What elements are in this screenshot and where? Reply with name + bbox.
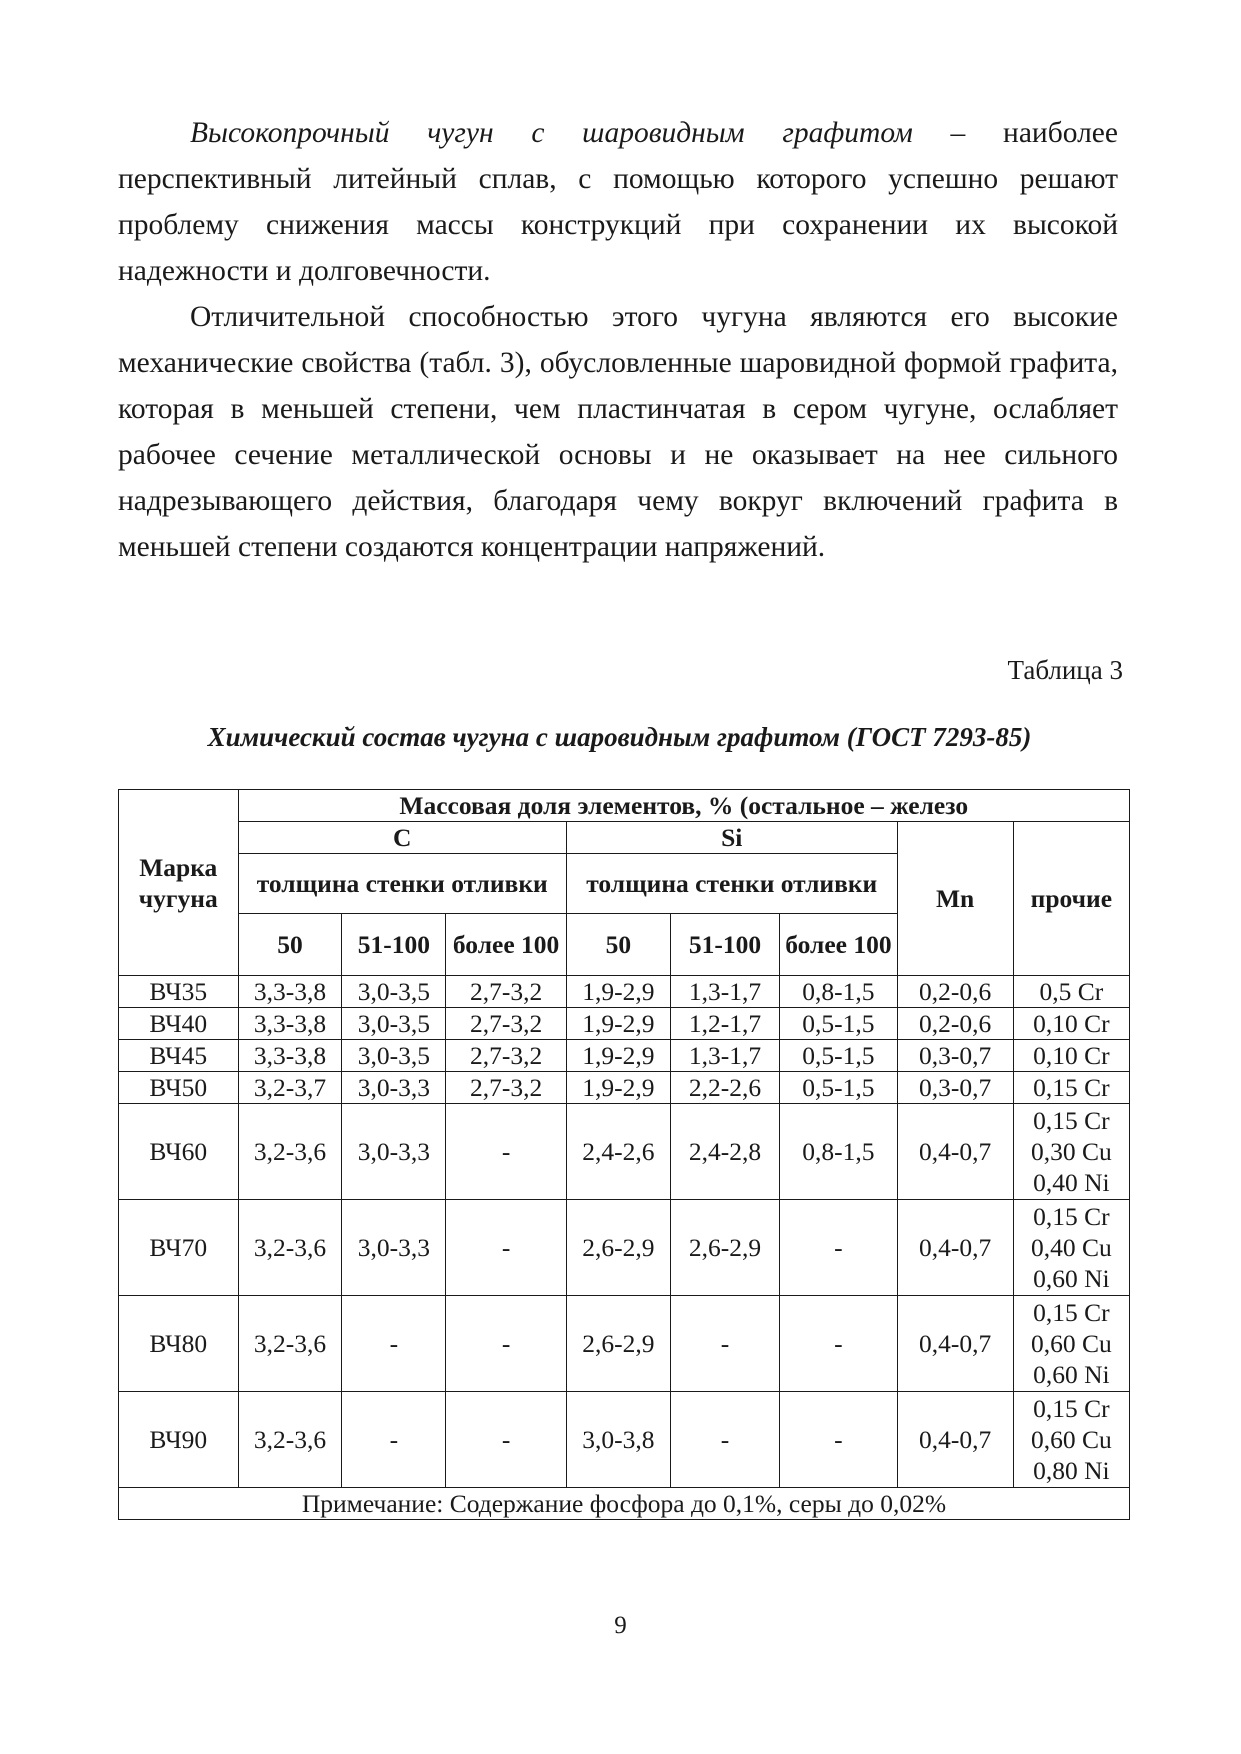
cell-mn: 0,4-0,7	[897, 1104, 1013, 1200]
header-si-50: 50	[566, 914, 670, 976]
cell-si-50: 2,6-2,9	[566, 1296, 670, 1392]
cell-si-51-100: 1,2-1,7	[670, 1008, 779, 1040]
header-c-51-100: 51-100	[342, 914, 446, 976]
cell-other	[1013, 1392, 1129, 1488]
cell-si-51-100: 2,6-2,9	[670, 1200, 779, 1296]
other-line: 0,40 Ni	[1033, 1168, 1110, 1197]
composition-table	[118, 789, 1130, 1520]
table-row	[119, 1008, 1130, 1040]
cell-c-51-100: 3,0-3,5	[342, 1040, 446, 1072]
table-row	[119, 1072, 1130, 1104]
header-si: Si	[566, 822, 897, 854]
header-c-over-100: более 100	[446, 914, 567, 976]
other-line: 0,80 Ni	[1033, 1456, 1110, 1485]
cell-si-50: 1,9-2,9	[566, 976, 670, 1008]
cell-si-over-100: 0,8-1,5	[780, 1104, 897, 1200]
cell-c-51-100: 3,0-3,3	[342, 1072, 446, 1104]
cell-c-50: 3,2-3,6	[238, 1104, 342, 1200]
cell-si-over-100: -	[780, 1200, 897, 1296]
cell-si-over-100: 0,5-1,5	[780, 1072, 897, 1104]
cell-mn: 0,2-0,6	[897, 976, 1013, 1008]
header-si-over-100: более 100	[780, 914, 897, 976]
paragraph-2: Отличительной способностью этого чугуна являются его высокие механические свойства (табл. 3), обусловленные шаровидной формой графита, которая в меньшей степени, чем пластинчатая в сером чугуне, ослабляет рабочее сечение металлической основы и не оказывает на нее сильного надрезывающего действия, благодаря чему вокруг включений графита в меньшей степени создаются концентрации напряжений.	[118, 301, 1118, 563]
table-row	[119, 976, 1130, 1008]
cell-c-over-100: 2,7-3,2	[446, 1072, 567, 1104]
cell-grade: ВЧ70	[119, 1200, 239, 1296]
cell-si-50: 2,6-2,9	[566, 1200, 670, 1296]
cell-grade: ВЧ60	[119, 1104, 239, 1200]
paragraph-1-text: – наиболее перспективный литейный сплав, с помощью которого успешно решают проблему снижения массы конструкций при сохранении их высокой надежности и долговечности.	[118, 117, 1118, 287]
cell-si-50: 3,0-3,8	[566, 1392, 670, 1488]
table-header	[119, 790, 1130, 976]
body-text	[118, 110, 1118, 570]
cell-other: 0,5 Cr	[1013, 976, 1129, 1008]
cell-si-over-100: 0,5-1,5	[780, 1040, 897, 1072]
header-mass-fraction: Массовая доля элементов, % (остальное – железо	[238, 790, 1129, 822]
cell-c-50: 3,3-3,8	[238, 1040, 342, 1072]
cell-si-50: 2,4-2,6	[566, 1104, 670, 1200]
cell-si-51-100: 2,2-2,6	[670, 1072, 779, 1104]
cell-si-50: 1,9-2,9	[566, 1008, 670, 1040]
table-row	[119, 1296, 1130, 1392]
cell-c-over-100: -	[446, 1296, 567, 1392]
cell-c-51-100: -	[342, 1392, 446, 1488]
cell-c-50: 3,2-3,6	[238, 1392, 342, 1488]
table-note: Примечание: Содержание фосфора до 0,1%, серы до 0,02%	[119, 1488, 1130, 1520]
cell-other	[1013, 1296, 1129, 1392]
cell-c-over-100: 2,7-3,2	[446, 1040, 567, 1072]
cell-c-51-100: -	[342, 1296, 446, 1392]
cell-mn: 0,2-0,6	[897, 1008, 1013, 1040]
header-c: C	[238, 822, 566, 854]
cell-grade: ВЧ50	[119, 1072, 239, 1104]
cell-mn: 0,4-0,7	[897, 1296, 1013, 1392]
cell-c-over-100: -	[446, 1200, 567, 1296]
other-line: 0,60 Ni	[1033, 1264, 1110, 1293]
cell-grade: ВЧ35	[119, 976, 239, 1008]
cell-si-51-100: 2,4-2,8	[670, 1104, 779, 1200]
table-row	[119, 1040, 1130, 1072]
cell-grade: ВЧ45	[119, 1040, 239, 1072]
other-line: 0,60 Ni	[1033, 1360, 1110, 1389]
cell-c-51-100: 3,0-3,3	[342, 1200, 446, 1296]
cell-si-50: 1,9-2,9	[566, 1072, 670, 1104]
cell-si-over-100: 0,8-1,5	[780, 976, 897, 1008]
cell-c-50: 3,3-3,8	[238, 976, 342, 1008]
other-line: 0,40 Cu	[1030, 1233, 1112, 1262]
cell-c-over-100: -	[446, 1104, 567, 1200]
cell-other: 0,10 Cr	[1013, 1040, 1129, 1072]
other-line: 0,30 Cu	[1030, 1137, 1112, 1166]
header-si-wall-thickness: толщина стенки отливки	[566, 854, 897, 914]
cell-other	[1013, 1104, 1129, 1200]
header-grade: Марка чугуна	[119, 790, 239, 976]
cell-c-over-100: -	[446, 1392, 567, 1488]
cell-si-over-100: -	[780, 1296, 897, 1392]
other-line: 0,15 Cr	[1033, 1298, 1110, 1327]
cell-si-51-100: 1,3-1,7	[670, 1040, 779, 1072]
other-line: 0,15 Cr	[1033, 1106, 1110, 1135]
table-row	[119, 1104, 1130, 1200]
cell-c-over-100: 2,7-3,2	[446, 1008, 567, 1040]
cell-c-over-100: 2,7-3,2	[446, 976, 567, 1008]
cell-grade: ВЧ80	[119, 1296, 239, 1392]
cell-c-51-100: 3,0-3,5	[342, 976, 446, 1008]
cell-mn: 0,3-0,7	[897, 1072, 1013, 1104]
header-other: прочие	[1013, 822, 1129, 976]
cell-si-50: 1,9-2,9	[566, 1040, 670, 1072]
header-si-51-100: 51-100	[670, 914, 779, 976]
cell-si-51-100: -	[670, 1296, 779, 1392]
paragraph-1-italic-term: Высокопрочный чугун с шаровидным графитом	[190, 117, 913, 149]
table-label: Таблица 3	[1007, 655, 1123, 685]
cell-c-50: 3,2-3,7	[238, 1072, 342, 1104]
table-row	[119, 1392, 1130, 1488]
cell-c-50: 3,2-3,6	[238, 1296, 342, 1392]
cell-si-over-100: -	[780, 1392, 897, 1488]
cell-other: 0,15 Cr	[1013, 1072, 1129, 1104]
header-c-wall-thickness: толщина стенки отливки	[238, 854, 566, 914]
cell-c-50: 3,3-3,8	[238, 1008, 342, 1040]
cell-c-51-100: 3,0-3,3	[342, 1104, 446, 1200]
table-row	[119, 1200, 1130, 1296]
table-title: Химический состав чугуна с шаровидным графитом (ГОСТ 7293-85)	[207, 722, 1032, 752]
cell-si-51-100: 1,3-1,7	[670, 976, 779, 1008]
cell-mn: 0,3-0,7	[897, 1040, 1013, 1072]
other-line: 0,60 Cu	[1030, 1425, 1112, 1454]
header-mn: Mn	[897, 822, 1013, 976]
cell-other: 0,10 Cr	[1013, 1008, 1129, 1040]
cell-mn: 0,4-0,7	[897, 1200, 1013, 1296]
cell-other	[1013, 1200, 1129, 1296]
cell-si-over-100: 0,5-1,5	[780, 1008, 897, 1040]
cell-grade: ВЧ90	[119, 1392, 239, 1488]
other-line: 0,15 Cr	[1033, 1394, 1110, 1423]
cell-grade: ВЧ40	[119, 1008, 239, 1040]
page-number: 9	[614, 1612, 627, 1639]
cell-c-51-100: 3,0-3,5	[342, 1008, 446, 1040]
other-line: 0,15 Cr	[1033, 1202, 1110, 1231]
cell-mn: 0,4-0,7	[897, 1392, 1013, 1488]
header-c-50: 50	[238, 914, 342, 976]
table-note-row	[119, 1488, 1130, 1520]
table-body	[119, 976, 1130, 1520]
paragraph-1	[118, 110, 1118, 294]
cell-c-50: 3,2-3,6	[238, 1200, 342, 1296]
cell-si-51-100: -	[670, 1392, 779, 1488]
other-line: 0,60 Cu	[1030, 1329, 1112, 1358]
